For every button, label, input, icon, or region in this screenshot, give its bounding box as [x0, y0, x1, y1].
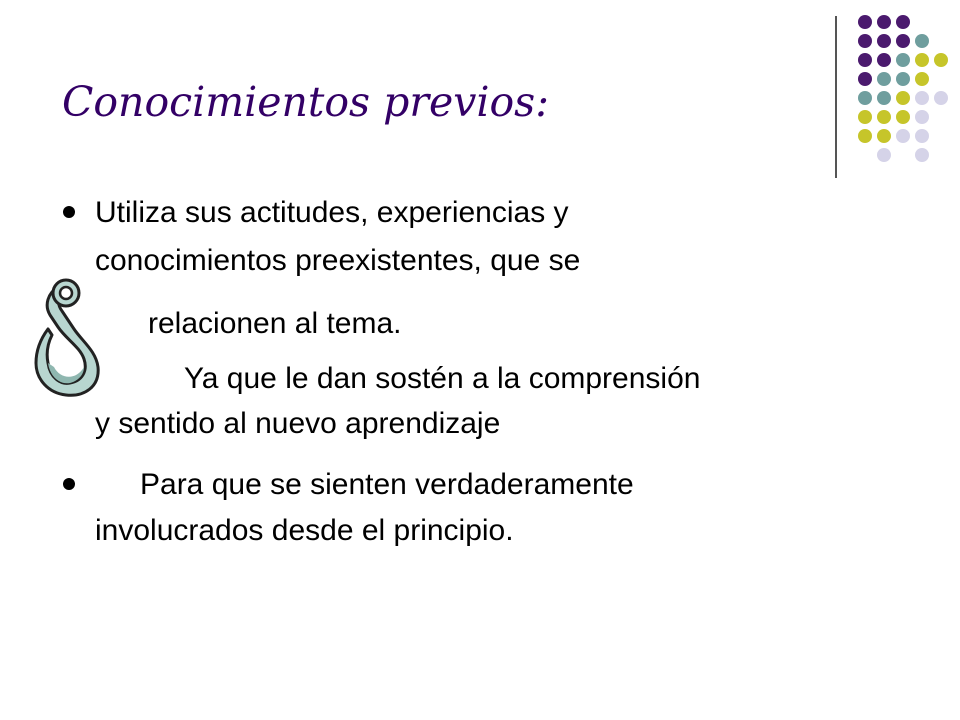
dot — [896, 15, 910, 29]
dot — [896, 110, 910, 124]
dot — [915, 110, 929, 124]
dot — [877, 129, 891, 143]
bullet-1-line-3: relacionen al tema. — [148, 307, 402, 340]
bullet-dot — [63, 206, 75, 218]
dot — [934, 91, 948, 105]
dot — [915, 72, 929, 86]
bullet-1-line-5: y sentido al nuevo aprendizaje — [95, 407, 501, 440]
dot — [877, 72, 891, 86]
dot — [896, 72, 910, 86]
slide-title: Conocimientos previos: — [62, 78, 550, 126]
bullet-2-line-2: involucrados desde el principio. — [95, 514, 514, 547]
dot — [896, 34, 910, 48]
dot — [858, 129, 872, 143]
decorative-vertical-line — [835, 16, 837, 178]
dot — [877, 148, 891, 162]
dot — [915, 129, 929, 143]
dot — [934, 53, 948, 67]
bullet-1-line-4: Ya que le dan sostén a la comprensión — [184, 362, 701, 395]
dot — [858, 34, 872, 48]
dot — [915, 53, 929, 67]
dot — [915, 34, 929, 48]
hook-icon — [28, 275, 118, 400]
dot — [877, 110, 891, 124]
dot — [877, 53, 891, 67]
bullet-2-line-1: Para que se sienten verdaderamente — [140, 468, 634, 501]
dot — [877, 15, 891, 29]
dot — [858, 72, 872, 86]
bullet-dot — [63, 478, 75, 490]
dot — [858, 53, 872, 67]
bullet-1-line-1: Utiliza sus actitudes, experiencias y — [95, 196, 569, 229]
dot — [877, 34, 891, 48]
dot — [915, 148, 929, 162]
dot — [877, 91, 891, 105]
dot — [858, 15, 872, 29]
bullet-1-line-2: conocimientos preexistentes, que se — [95, 244, 581, 277]
dot — [858, 110, 872, 124]
dot — [915, 91, 929, 105]
dot — [896, 53, 910, 67]
dot — [896, 129, 910, 143]
dot — [858, 91, 872, 105]
dot — [896, 91, 910, 105]
